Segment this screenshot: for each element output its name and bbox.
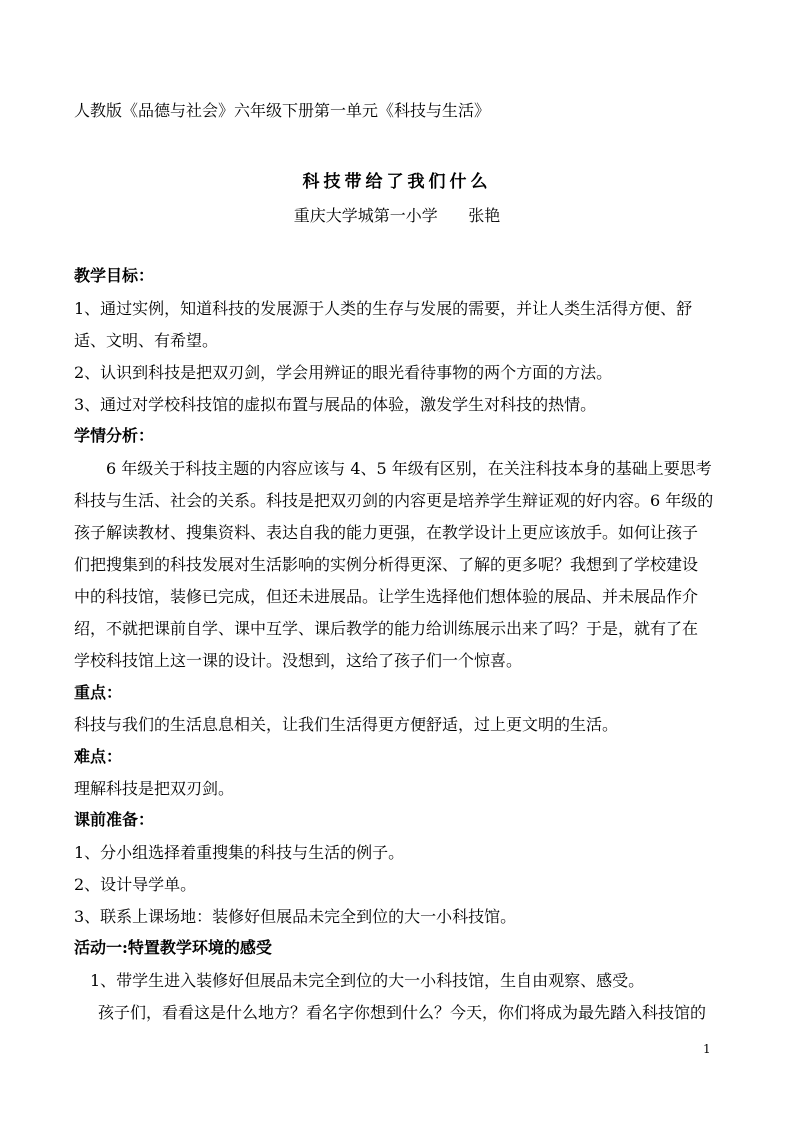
analysis-paragraph-line: 们把搜集到的科技发展对生活影响的实例分析得更深、了解的更多呢？我想到了学校建设 <box>74 555 699 574</box>
activity-heading: 活动一:特置教学环境的感受 <box>74 938 272 957</box>
activity-paragraph: 孩子们，看看这是什么地方？看名字你想到什么？今天，你们将成为最先踏入科技馆的 <box>98 1003 707 1022</box>
goal-item: 1、通过实例，知道科技的发展源于人类的生存与发展的需要，并让人类生活得方便、舒 <box>74 299 693 318</box>
key-point-text: 科技与我们的生活息息相关，让我们生活得更方便舒适，过上更文明的生活。 <box>74 715 619 734</box>
preparation-item: 2、设计导学单。 <box>74 875 197 894</box>
difficulty-heading: 难点： <box>74 747 123 766</box>
page-number: 1 <box>703 1042 711 1056</box>
goal-item: 3、通过对学校科技馆的虚拟布置与展品的体验，激发学生对科技的热情。 <box>74 395 597 414</box>
analysis-paragraph-line: 科技与生活、社会的关系。科技是把双刃剑的内容更是培养学生辩证观的好内容。6 年级的 <box>74 491 714 510</box>
analysis-paragraph-line: 学校科技馆上这一课的设计。没想到，这给了孩子们一个惊喜。 <box>74 651 523 670</box>
difficulty-text: 理解科技是把双刃剑。 <box>74 779 235 798</box>
analysis-heading: 学情分析： <box>74 426 155 445</box>
activity-item: 1、带学生进入装修好但展品未完全到位的大一小科技馆，生自由观察、感受。 <box>90 971 645 990</box>
key-point-heading: 重点： <box>74 683 123 702</box>
document-header: 人教版《品德与社会》六年级下册第一单元《科技与生活》 <box>74 101 491 120</box>
preparation-item: 3、联系上课场地：装修好但展品未完全到位的大一小科技馆。 <box>74 907 517 926</box>
preparation-item: 1、分小组选择着重搜集的科技与生活的例子。 <box>74 843 405 862</box>
preparation-heading: 课前准备： <box>74 810 155 829</box>
analysis-paragraph-line: 绍，不就把课前自学、课中互学、课后教学的能力给训练展示出来了吗？于是，就有了在 <box>74 619 699 638</box>
author-line: 重庆大学城第一小学 张艳 <box>293 206 501 225</box>
goal-item-continued: 适、文明、有希望。 <box>74 331 219 350</box>
lesson-title: 科技带给了我们什么 <box>302 172 492 192</box>
goals-heading: 教学目标： <box>74 266 155 285</box>
analysis-paragraph-line: 6 年级关于科技主题的内容应该与 4、5 年级有区别，在关注科技本身的基础上要思考 <box>106 459 712 478</box>
analysis-paragraph-line: 中的科技馆，装修已完成，但还未进展品。让学生选择他们想体验的展品、并未展品作介 <box>74 587 699 606</box>
goal-item: 2、认识到科技是把双刃剑，学会用辨证的眼光看待事物的两个方面的方法。 <box>74 363 613 382</box>
analysis-paragraph-line: 孩子解读教材、搜集资料、表达自我的能力更强，在教学设计上更应该放手。如何让孩子 <box>74 523 699 542</box>
